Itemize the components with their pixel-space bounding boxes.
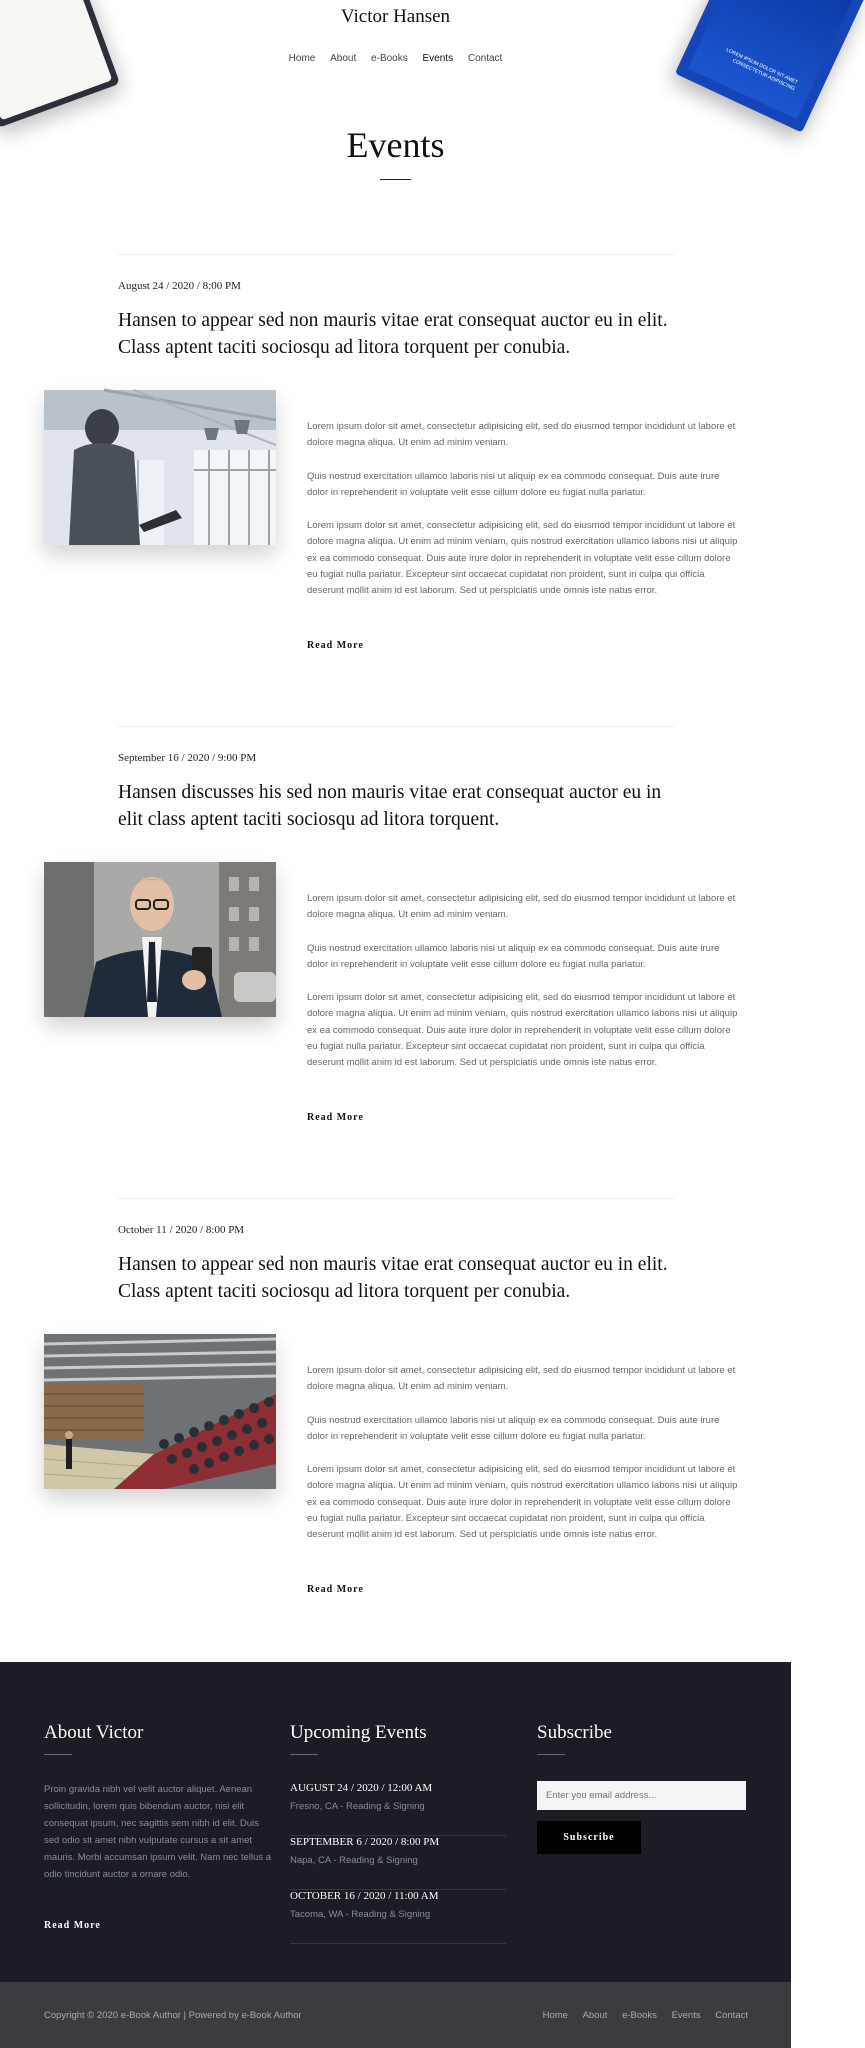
site-header [0, 0, 799, 93]
event-date: October 11 / 2020 / 8:00 PM [118, 1224, 245, 1236]
event-description [307, 419, 743, 617]
upcoming-event-date: OCTOBER 16 / 2020 / 11:00 AM [290, 1890, 439, 1902]
event-paragraph: Lorem ipsum dolor sit amet, consectetur adipisicing elit, sed do eiusmod tempor incididunt ut labore et dolore magna aliqua. Ut enim ad minim veniam, quis nostrud exercitation ullamco laboris nisi ut aliquip ex ea commodo consequat. Duis aute irure dolor in reprehenderit in voluptate velit esse cillum dolore eu fugiat nulla pariatur. Excepteur sint occaecat cupidatat non proident, sunt in culpa qui officia deserunt mollit anim id est laborum. Sed ut perspiciatis unde omnis iste natus error. [307, 992, 738, 1069]
footer-nav-ebooks[interactable]: e-Books [622, 2010, 657, 2021]
event-paragraph: Lorem ipsum dolor sit amet, consectetur adipisicing elit, sed do eiusmod tempor incididunt ut labore et dolore magna aliqua. Ut enim ad minim veniam. [307, 893, 736, 921]
event-photo[interactable] [44, 862, 276, 1017]
upcoming-event-item[interactable] [290, 1836, 506, 1890]
event-date: September 16 / 2020 / 9:00 PM [118, 752, 257, 764]
event-date: August 24 / 2020 / 8:00 PM [118, 280, 241, 292]
footer-title-rule [44, 1754, 72, 1755]
footer-nav-contact[interactable]: Contact [715, 2010, 748, 2021]
copyright-text: Copyright © 2020 e-Book Author | Powered by e-Book Author [44, 2010, 302, 2021]
footer-about-text: Proin gravida nibh vel velit auctor aliquet. Aenean sollicitudin, lorem quis bibendum auctor, nisi elit consequat ipsum, nec sagittis sem nibh id elit. Duis sed odio sit amet nibh vulputate cursus a sit amet mauris. Morbi accumsan ipsum velit. Nam nec tellus a odio tincidunt auctor a ornare odio. [44, 1784, 272, 1880]
upcoming-event-date: SEPTEMBER 6 / 2020 / 8:00 PM [290, 1836, 440, 1848]
upcoming-event-item[interactable] [290, 1782, 506, 1836]
event-photo[interactable] [44, 390, 276, 545]
lecture-hall-audience-photo [44, 1334, 276, 1489]
upcoming-event-date: AUGUST 24 / 2020 / 12:00 AM [290, 1782, 433, 1794]
site-title[interactable]: Victor Hansen [340, 6, 451, 27]
footer-nav [531, 2010, 748, 2021]
footer-subscribe [537, 1722, 746, 1843]
nav-ebooks[interactable]: e-Books [371, 53, 408, 64]
event-heading[interactable]: Hansen discusses his sed non mauris vitae erat consequat auctor eu in elit class aptent taciti sociosqu ad litora torquent. [118, 782, 662, 830]
nav-contact[interactable]: Contact [467, 53, 503, 64]
event-heading[interactable]: Hansen to appear sed non mauris vitae erat consequat auctor eu in elit. Class aptent taciti sociosqu ad litora torquent per conubia. [118, 310, 668, 358]
footer-upcoming-events [290, 1722, 506, 1920]
event-paragraph: Quis nostrud exercitation ullamco laboris nisi ut aliquip ex ea commodo consequat. Duis aute irure dolor in reprehenderit in voluptate velit esse cillum dolore eu fugiat nulla pariatur. [307, 470, 720, 498]
page-title: Events [346, 125, 445, 165]
event-paragraph: Quis nostrud exercitation ullamco laboris nisi ut aliquip ex ea commodo consequat. Duis aute irure dolor in reprehenderit in voluptate velit esse cillum dolore eu fugiat nulla pariatur. [307, 942, 720, 970]
main-nav [0, 53, 791, 64]
read-more-link[interactable]: Read More [307, 640, 364, 651]
footer-about-title: About Victor [44, 1722, 144, 1743]
man-with-tablet-office-photo [44, 390, 276, 545]
site-footer [0, 1662, 791, 1982]
read-more-link[interactable]: Read More [307, 1584, 364, 1595]
nav-events[interactable]: Events [422, 53, 454, 64]
footer-read-more-link[interactable]: Read More [44, 1920, 101, 1931]
upcoming-event-location: Fresno, CA - Reading & Signing [290, 1801, 425, 1812]
footer-nav-events[interactable]: Events [671, 2010, 701, 2021]
footer-nav-about[interactable]: About [582, 2010, 608, 2021]
man-in-suit-phone-photo [44, 862, 276, 1017]
subscribe-button[interactable]: Subscribe [537, 1821, 641, 1854]
footer-bottom-bar [0, 1982, 791, 2048]
footer-title-rule [290, 1754, 318, 1755]
event-paragraph: Lorem ipsum dolor sit amet, consectetur adipisicing elit, sed do eiusmod tempor incididunt ut labore et dolore magna aliqua. Ut enim ad minim veniam. [307, 421, 736, 449]
nav-about[interactable]: About [330, 53, 357, 64]
event-heading[interactable]: Hansen to appear sed non mauris vitae erat consequat auctor eu in elit. Class aptent taciti sociosqu ad litora torquent per conubia. [118, 1254, 668, 1302]
footer-upcoming-title: Upcoming Events [290, 1722, 427, 1743]
footer-subscribe-title: Subscribe [537, 1722, 612, 1743]
event-description [307, 1363, 743, 1561]
event-divider [118, 254, 674, 255]
footer-title-rule [537, 1754, 565, 1755]
event-photo[interactable] [44, 1334, 276, 1489]
event-divider [118, 726, 674, 727]
nav-home[interactable]: Home [288, 53, 316, 64]
upcoming-event-item[interactable] [290, 1890, 506, 1944]
event-divider [118, 1198, 674, 1199]
footer-about [44, 1722, 274, 1931]
email-field[interactable] [537, 1781, 746, 1810]
read-more-link[interactable]: Read More [307, 1112, 364, 1123]
event-paragraph: Quis nostrud exercitation ullamco laboris nisi ut aliquip ex ea commodo consequat. Duis aute irure dolor in reprehenderit in voluptate velit esse cillum dolore eu fugiat nulla pariatur. [307, 1414, 720, 1442]
footer-nav-home[interactable]: Home [542, 2010, 568, 2021]
upcoming-event-location: Napa, CA - Reading & Signing [290, 1855, 418, 1866]
event-paragraph: Lorem ipsum dolor sit amet, consectetur adipisicing elit, sed do eiusmod tempor incididunt ut labore et dolore magna aliqua. Ut enim ad minim veniam. [307, 1365, 736, 1393]
book-cover-text: LOREM IPSUM DOLOR SIT AMET CONSECTETUR ADIPISCING [725, 47, 799, 93]
title-divider [380, 179, 411, 180]
upcoming-event-location: Tacoma, WA - Reading & Signing [290, 1909, 431, 1920]
event-paragraph: Lorem ipsum dolor sit amet, consectetur adipisicing elit, sed do eiusmod tempor incididunt ut labore et dolore magna aliqua. Ut enim ad minim veniam, quis nostrud exercitation ullamco laboris nisi ut aliquip ex ea commodo consequat. Duis aute irure dolor in reprehenderit in voluptate velit esse cillum dolore eu fugiat nulla pariatur. Excepteur sint occaecat cupidatat non proident, sunt in culpa qui officia deserunt mollit anim id est laborum. Sed ut perspiciatis unde omnis iste natus error. [307, 520, 738, 597]
event-description [307, 891, 743, 1089]
event-paragraph: Lorem ipsum dolor sit amet, consectetur adipisicing elit, sed do eiusmod tempor incididunt ut labore et dolore magna aliqua. Ut enim ad minim veniam, quis nostrud exercitation ullamco laboris nisi ut aliquip ex ea commodo consequat. Duis aute irure dolor in reprehenderit in voluptate velit esse cillum dolore eu fugiat nulla pariatur. Excepteur sint occaecat cupidatat non proident, sunt in culpa qui officia deserunt mollit anim id est laborum. Sed ut perspiciatis unde omnis iste natus error. [307, 1464, 738, 1541]
